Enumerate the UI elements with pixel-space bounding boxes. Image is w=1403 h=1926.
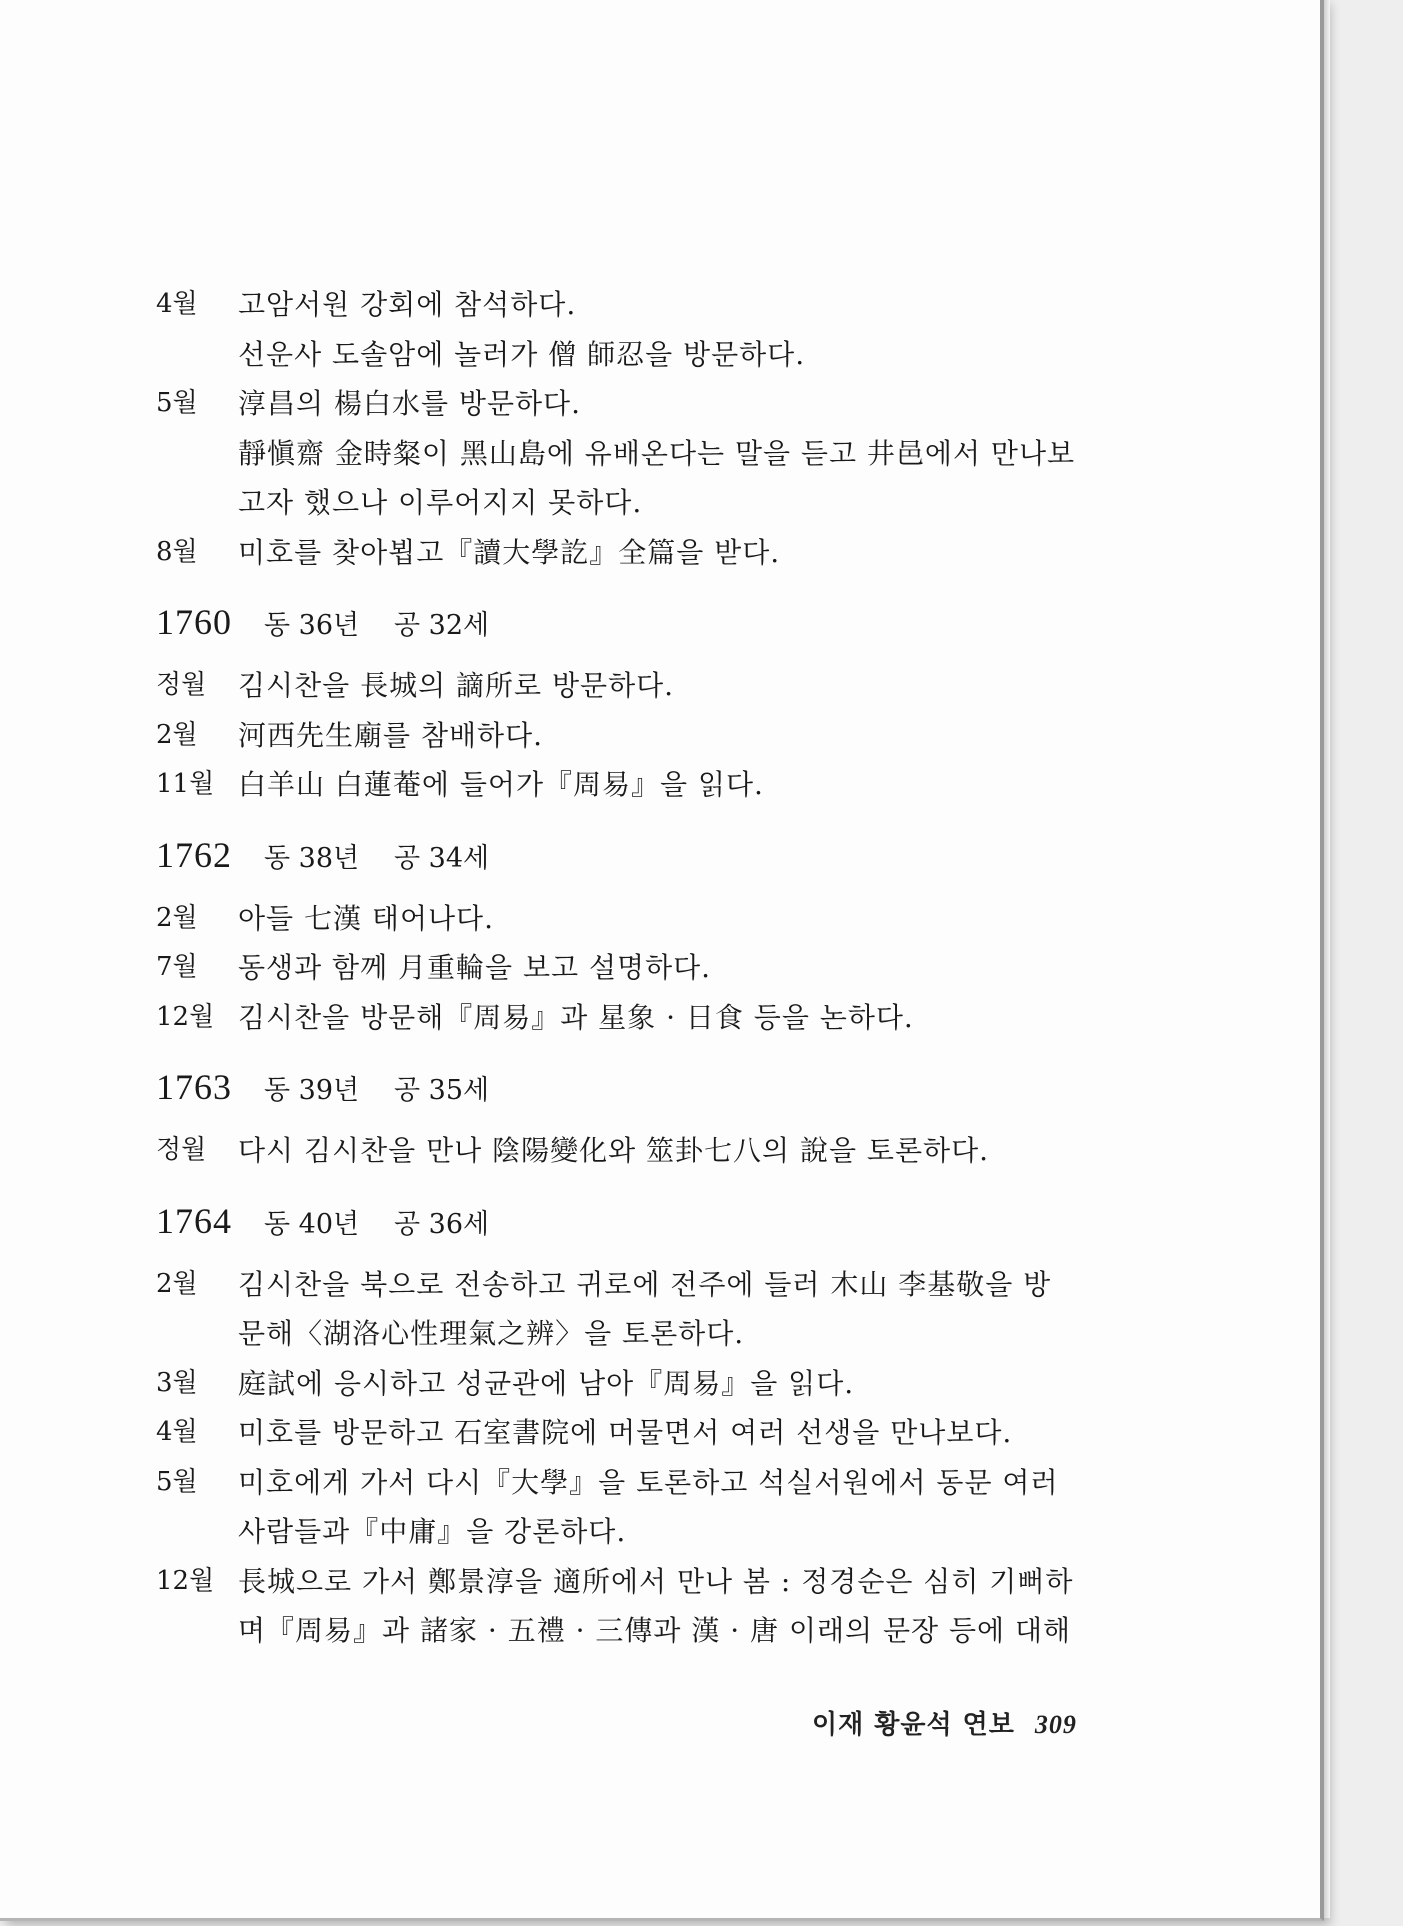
entry-line: 동생과 함께 月重輪을 보고 설명하다.	[238, 951, 712, 984]
entry-line: 고자 했으나 이루어지지 못하다.	[238, 486, 643, 519]
entry-line: 문해〈湖洛心性理氣之辨〉을 토론하다.	[238, 1317, 745, 1350]
chronology-entry	[156, 1408, 1116, 1458]
year-header	[156, 1200, 1116, 1254]
chronology-entry	[156, 993, 1116, 1043]
chronology-entry	[156, 661, 1116, 711]
entry-month: 12월	[156, 1565, 215, 1596]
entry-month: 3월	[156, 1367, 198, 1398]
year-number: 1762	[156, 834, 232, 875]
age-label: 공 36세	[394, 1208, 490, 1240]
page-footer	[812, 1704, 1077, 1741]
year-section	[156, 1066, 1116, 1176]
year-section	[156, 834, 1116, 1043]
entry-month: 2월	[156, 1268, 198, 1299]
entry-text	[238, 1126, 1116, 1176]
chronology-entry	[156, 1359, 1116, 1409]
entry-line: 미호를 방문하고 石室書院에 머물면서 여러 선생을 만나보다.	[238, 1416, 1013, 1449]
chronology-entry	[156, 1260, 1116, 1359]
age-label: 공 32세	[394, 610, 490, 641]
entry-line: 靜愼齋 金時粲이 黑山島에 유배온다는 말을 듣고 井邑에서 만나보	[238, 436, 1076, 470]
entry-text	[238, 993, 1116, 1043]
year-header	[156, 601, 1116, 655]
entry-text	[238, 894, 1116, 944]
entry-month: 7월	[156, 952, 198, 982]
entry-month: 5월	[156, 1466, 198, 1497]
entry-line: 선운사 도솔암에 놀러가 僧 師忍을 방문하다.	[238, 337, 806, 371]
entry-text	[238, 1458, 1116, 1557]
entry-line: 며『周易』과 諸家 · 五禮 · 三傳과 漢 · 唐 이래의 문장 등에 대해	[238, 1614, 1072, 1647]
entry-line: 白羊山 白蓮菴에 들어가『周易』을 읽다.	[238, 768, 764, 801]
chronology-entry	[156, 1557, 1116, 1656]
running-title: 이재 황윤석 연보	[812, 1710, 1015, 1740]
entry-month: 4월	[156, 1417, 198, 1447]
year-number: 1763	[156, 1067, 232, 1107]
year-section	[156, 1200, 1116, 1656]
chronology-entry	[156, 528, 1116, 578]
chronology-entry	[156, 280, 1116, 379]
entry-month: 정월	[156, 1135, 207, 1165]
chronology-entry	[156, 1458, 1116, 1557]
age-label: 공 34세	[394, 842, 490, 874]
entry-line: 長城으로 가서 鄭景淳을 適所에서 만나 봄 : 정경순은 심히 기뻐하	[238, 1564, 1074, 1598]
year-section	[156, 280, 1116, 577]
entry-text	[238, 1557, 1116, 1656]
year-header	[156, 1066, 1116, 1120]
age-label: 공 35세	[394, 1075, 490, 1106]
era-year: 동 38년	[264, 842, 360, 874]
chronology-entry	[156, 379, 1116, 528]
entry-text	[238, 528, 1116, 578]
year-number: 1764	[156, 1200, 232, 1241]
entry-month: 12월	[156, 1001, 215, 1032]
entry-line: 사람들과『中庸』을 강론하다.	[238, 1515, 627, 1548]
entry-text	[238, 1260, 1116, 1359]
entry-line: 河西先生廟를 참배하다.	[238, 718, 544, 752]
entry-line: 미호를 찾아뵙고『讀大學訖』全篇을 받다.	[238, 535, 781, 569]
entry-text	[238, 280, 1116, 379]
chronology-entry	[156, 711, 1116, 761]
entry-line: 다시 김시찬을 만나 陰陽變化와 筮卦七八의 說을 토론하다.	[238, 1134, 990, 1167]
entry-month: 11월	[156, 769, 215, 799]
chronology-content	[156, 280, 1116, 1656]
entry-line: 淳昌의 楊白水를 방문하다.	[238, 387, 581, 420]
entry-text	[238, 1408, 1116, 1458]
era-year: 동 40년	[264, 1208, 360, 1240]
entry-line: 김시찬을 북으로 전송하고 귀로에 전주에 들러 木山 李基敬을 방	[238, 1267, 1052, 1301]
chronology-entry	[156, 943, 1116, 993]
entry-month: 정월	[156, 670, 207, 700]
entry-line: 김시찬을 長城의 謫所로 방문하다.	[238, 669, 675, 702]
chronology-entry	[156, 760, 1116, 810]
page-edge	[1324, 0, 1330, 1918]
entry-text	[238, 379, 1116, 528]
entry-line: 아들 七漢 태어나다.	[238, 901, 494, 935]
entry-line: 庭試에 응시하고 성균관에 남아『周易』을 읽다.	[238, 1366, 855, 1400]
chronology-entry	[156, 894, 1116, 944]
entry-month: 2월	[156, 719, 198, 750]
entry-month: 4월	[156, 289, 198, 319]
entry-text	[238, 661, 1116, 711]
year-header	[156, 834, 1116, 888]
entry-line: 고암서원 강회에 참석하다.	[238, 288, 577, 321]
entry-month: 5월	[156, 388, 198, 418]
year-section	[156, 601, 1116, 810]
entry-text	[238, 760, 1116, 810]
entry-month: 8월	[156, 536, 198, 567]
year-number: 1760	[156, 602, 232, 642]
entry-line: 김시찬을 방문해『周易』과 星象 · 日食 등을 논하다.	[238, 1000, 914, 1034]
entry-month: 2월	[156, 902, 198, 933]
entry-text	[238, 711, 1116, 761]
entry-text	[238, 1359, 1116, 1409]
entry-text	[238, 943, 1116, 993]
era-year: 동 39년	[264, 1075, 360, 1106]
page-number: 309	[1034, 1710, 1077, 1739]
era-year: 동 36년	[264, 610, 360, 641]
entry-line: 미호에게 가서 다시『大學』을 토론하고 석실서원에서 동문 여러	[238, 1465, 1059, 1499]
chronology-entry	[156, 1126, 1116, 1176]
